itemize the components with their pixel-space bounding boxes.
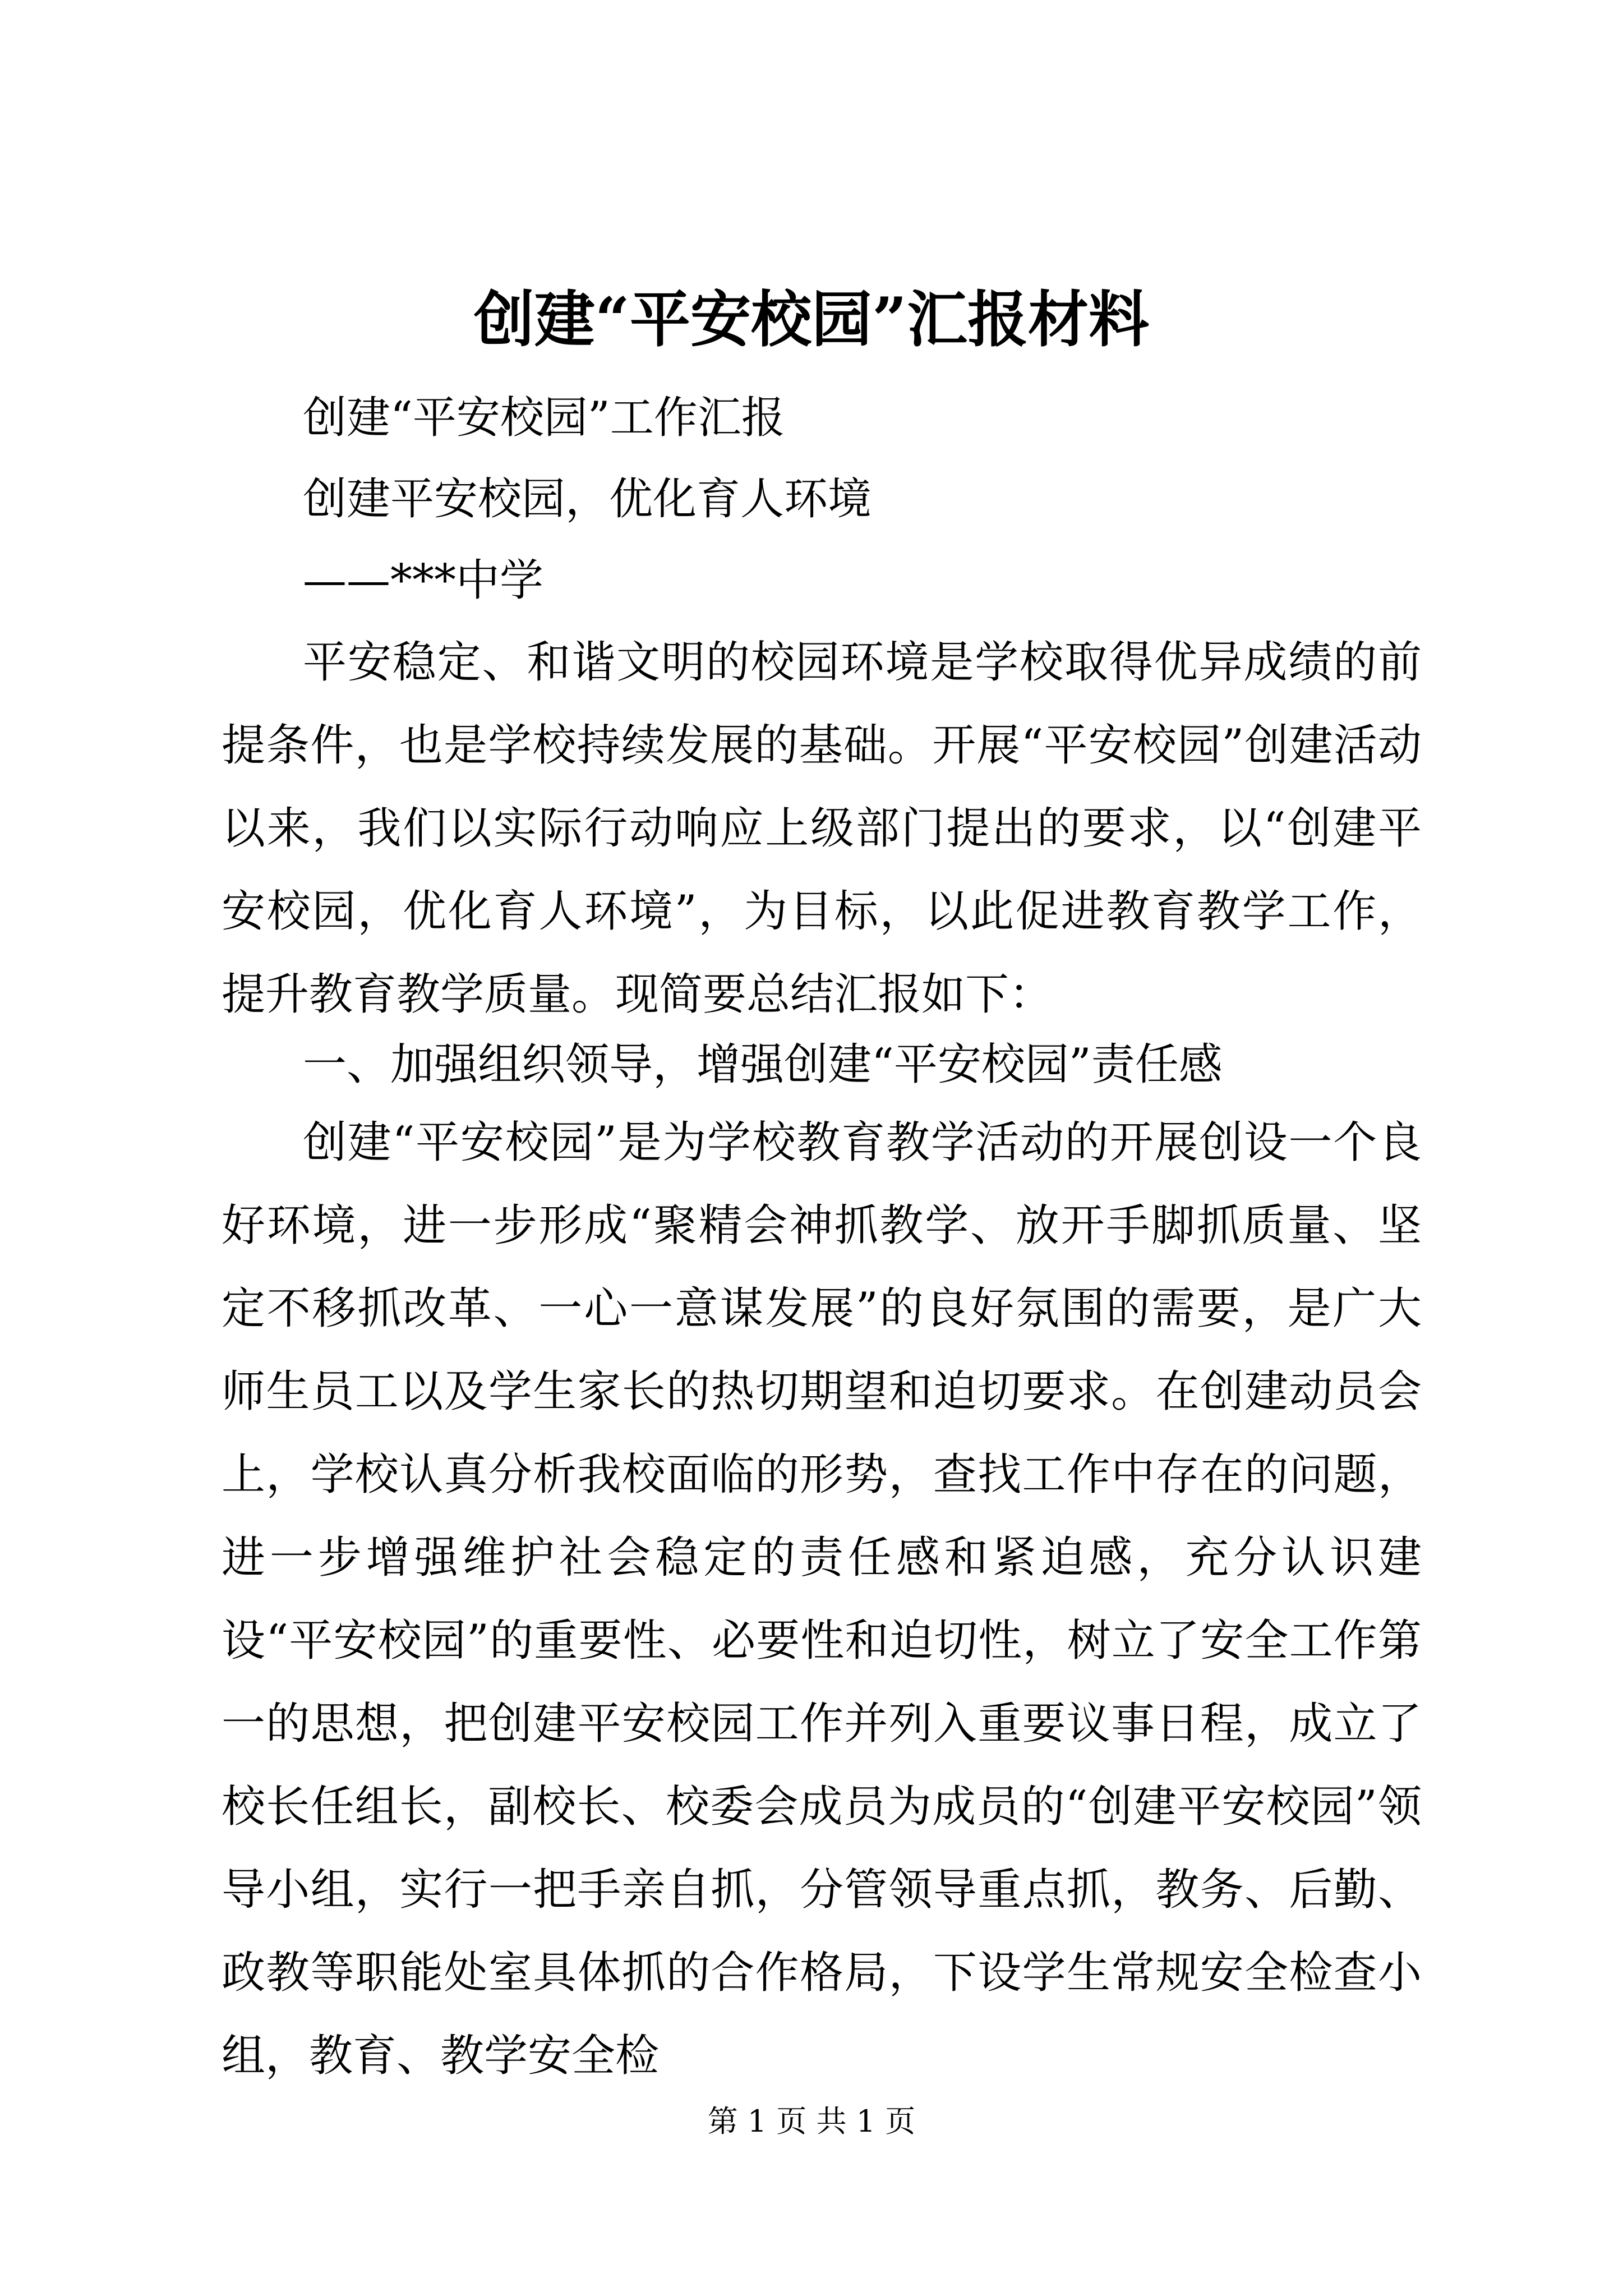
subtitle-work-report: 创建“平安校园”工作汇报	[303, 393, 785, 443]
subtitle-slogan: 创建平安校园，优化育人环境	[303, 474, 872, 524]
section-1-paragraph: 创建“平安校园”是为学校教育教学活动的开展创设一个良好环境，进一步形成“聚精会神抓教学、放开手脚抓质量、坚定不移抓改革、一心一意谋发展”的良好氛围的需要，是广大师生员工以及学生家长的热切期望和迫切要求。在创建动员会上，学校认真分析我校面临的形势，查找工作中存在的问题，进一步增强维护社会稳定的责任感和紧迫感，充分认识建设“平安校园”的重要性、必要性和迫切性，树立了安全工作第一的思想，把创建平安校园工作并列入重要议事日程，成立了校长任组长，副校长、校委会成员为成员的“创建平安校园”领导小组，实行一把手亲自抓，分管领导重点抓，教务、后勤、政教等职能处室具体抓的合作格局，下设学生常规安全检查小组，教育、教学安全检	[222, 1117, 1422, 2081]
intro-paragraph: 平安稳定、和谐文明的校园环境是学校取得优异成绩的前提条件，也是学校持续发展的基础。开展“平安校园”创建活动以来，我们以实际行动响应上级部门提出的要求，以“创建平安校园，优化育人环境”，为目标，以此促进教育教学工作，提升教育教学质量。现简要总结汇报如下：	[222, 637, 1422, 1020]
page-footer: 第 1 页 共 1 页	[707, 2104, 916, 2139]
document-title: 创建“平安校园”汇报材料	[473, 284, 1150, 355]
byline-school: ——***中学	[303, 555, 544, 606]
section-heading-1: 一、加强组织领导，增强创建“平安校园”责任感	[303, 1039, 1223, 1090]
